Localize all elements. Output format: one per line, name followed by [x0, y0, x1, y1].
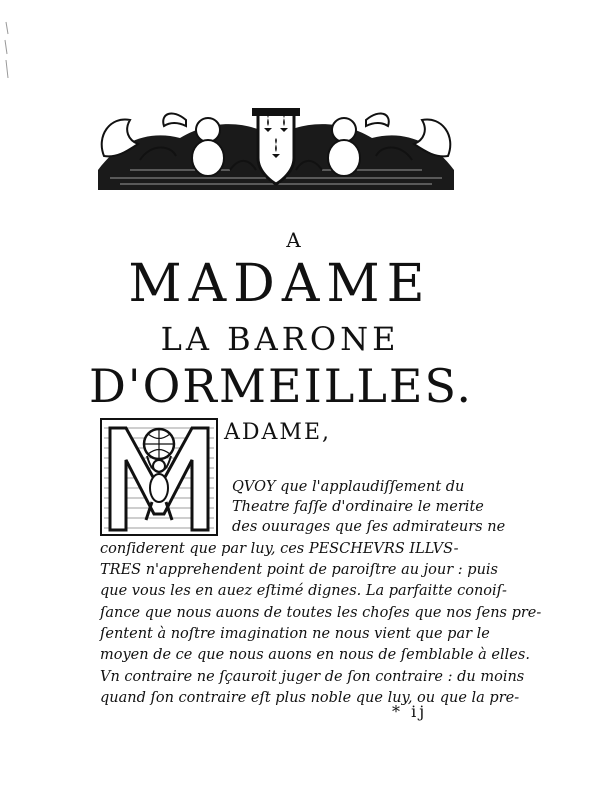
title-line-barone: LA BARONE [160, 320, 400, 358]
body-line: des ouurages que ſes admirateurs ne [232, 519, 506, 535]
page-edge-scan-artifact [2, 20, 12, 90]
signature-mark: * ij [392, 702, 428, 721]
title-line-dormeilles: D'ORMEILLES. [89, 359, 473, 413]
fleur-de-lis-headpiece-icon [90, 100, 462, 196]
body-line: que vous les en auez eſtimé dignes. La parfaitte conoiſ- [100, 583, 507, 599]
salutation: ADAME, [224, 420, 331, 445]
body-line: quand ſon contraire eſt plus noble que luy, ou que la pre- [100, 690, 520, 706]
body-line: ſentent à noſtre imagination ne nous vient que par le [100, 626, 490, 642]
body-line: ſance que nous auons de toutes les choſes que nos ſens pre- [100, 605, 542, 621]
body-line: QVOY que l'applaudiſſement du [232, 479, 465, 495]
body-line: Theatre faſſe d'ordinaire le merite [232, 499, 484, 515]
body-line: conſiderent que par luy, ces PESCHEVRS ILLVS- [100, 541, 459, 557]
title-line-madame: MADAME [128, 254, 432, 314]
title-line-a: A [286, 228, 303, 252]
body-line: moyen de ce que nous auons en nous de ſemblable à elles. [100, 647, 530, 663]
body-line: Vn contraire ne ſçauroit juger de ſon contraire : du moins [100, 669, 525, 685]
body-line: TRES n'apprehendent point de paroiſtre au jour : puis [100, 562, 498, 578]
atlas-globe-initial-icon [100, 418, 218, 536]
